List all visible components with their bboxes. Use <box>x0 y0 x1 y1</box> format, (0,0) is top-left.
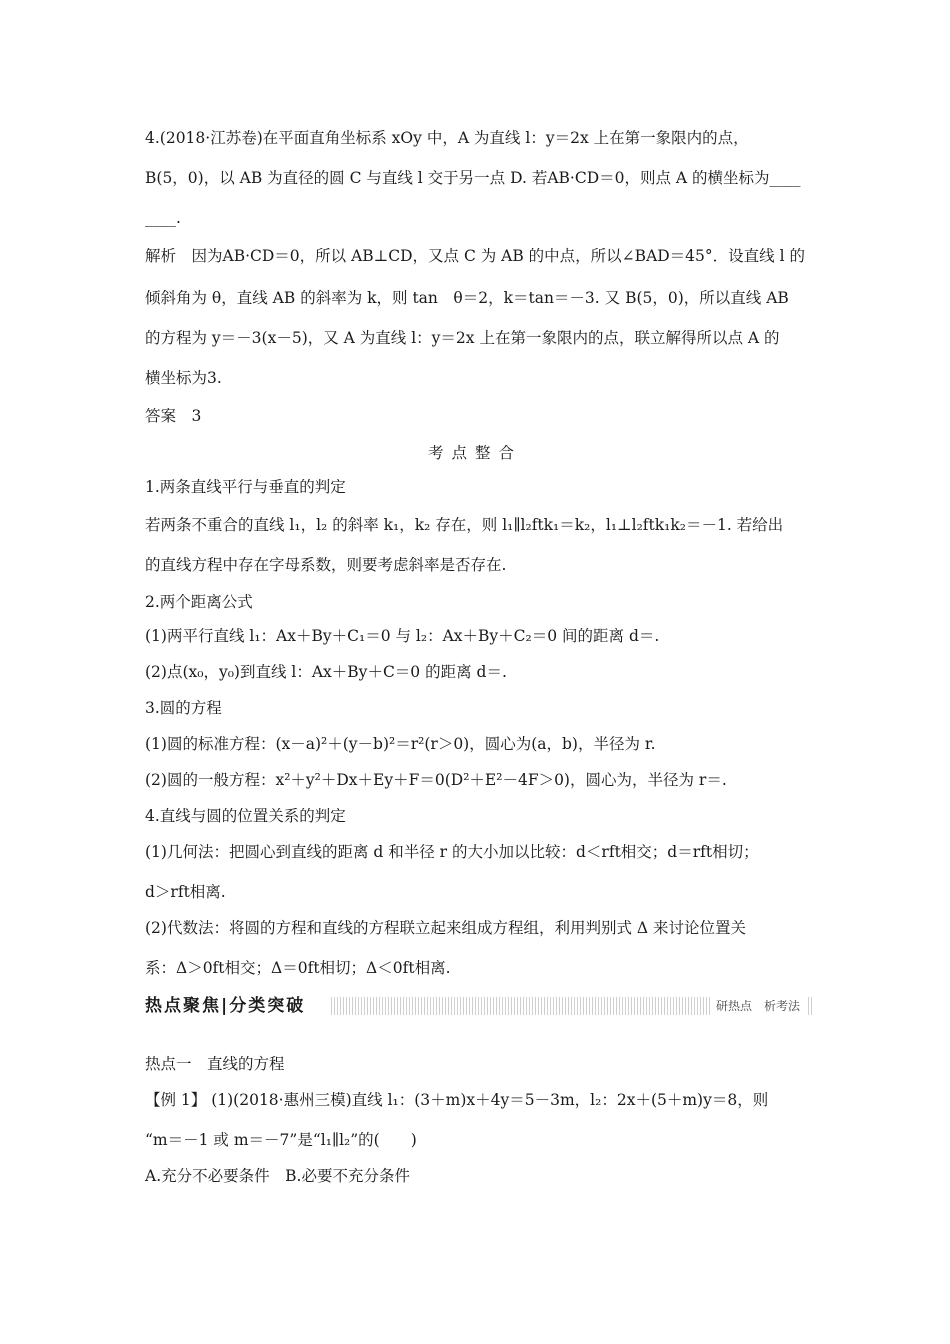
point-2-line-1: (1)两平行直线 l₁：Ax＋By＋C₁＝0 与 l₂：Ax＋By＋C₂＝0 间的距离 d＝. <box>145 627 660 645</box>
point-3-line-1: (1)圆的标准方程：(x－a)²＋(y－b)²＝r²(r＞0)，圆心为(a，b)，半径为 r. <box>145 735 656 753</box>
problem-line-1: 4.(2018·江苏卷)在平面直角坐标系 xOy 中，A 为直线 l：y＝2x 上在第一象限内的点， <box>145 129 749 147</box>
point-4-line-2: d＞rft相离. <box>145 883 226 901</box>
answer: 答案 3 <box>145 407 202 425</box>
example-line-2: “m＝－1 或 m＝－7”是“l₁∥l₂”的( ) <box>145 1131 417 1149</box>
point-4-line-1: (1)几何法：把圆心到直线的距离 d 和半径 r 的大小加以比较：d＜rft相交；d＝rft相切； <box>145 843 759 861</box>
problem-line-2: B(5，0)，以 AB 为直径的圆 C 与直线 l 交于另一点 D. 若AB·CD＝0，则点 A 的横坐标为____ <box>145 169 801 187</box>
solution-line-2: 倾斜角为 θ，直线 AB 的斜率为 k，则 tan θ＝2，k＝tan＝－3. 又 B(5，0)，所以直线 AB <box>145 289 789 307</box>
point-2-line-2: (2)点(x₀，y₀)到直线 l：Ax＋By＋C＝0 的距离 d＝. <box>145 663 507 681</box>
hotspot-title: 热点一 直线的方程 <box>145 1055 285 1073</box>
point-2-title: 2.两个距离公式 <box>145 593 253 611</box>
section-title: 考点整合 <box>427 444 522 462</box>
example-line-1: 【例 1】 (1)(2018·惠州三模)直线 l₁：(3＋m)x＋4y＝5－3m，l₂：2x＋(5＋m)y＝8，则 <box>145 1091 769 1109</box>
banner-tag: 研热点 析考法 <box>710 997 806 1015</box>
point-1-title: 1.两条直线平行与垂直的判定 <box>145 478 346 496</box>
solution-line-4: 横坐标为3. <box>145 369 222 387</box>
example-options: A.充分不必要条件 B.必要不充分条件 <box>145 1167 410 1185</box>
point-3-title: 3.圆的方程 <box>145 699 222 717</box>
point-1-line-1: 若两条不重合的直线 l₁，l₂ 的斜率 k₁，k₂ 存在，则 l₁∥l₂ftk₁＝k₂，l₁⊥l₂ftk₁k₂＝－1. 若给出 <box>145 516 784 534</box>
solution-line-1: 解析 因为AB·CD＝0，所以 AB⊥CD，又点 C 为 AB 的中点，所以∠BAD＝45°．设直线 l 的 <box>145 247 805 265</box>
banner-title: 热点聚焦|分类突破 <box>145 994 311 1018</box>
point-4-title: 4.直线与圆的位置关系的判定 <box>145 807 346 825</box>
point-4-line-3: (2)代数法：将圆的方程和直线的方程联立起来组成方程组，利用判别式 Δ 来讨论位置关 <box>145 919 747 937</box>
point-3-line-2: (2)圆的一般方程：x²＋y²＋Dx＋Ey＋F＝0(D²＋E²－4F＞0)，圆心为，半径为 r＝. <box>145 771 727 789</box>
point-4-line-4: 系：Δ＞0ft相交；Δ＝0ft相切；Δ＜0ft相离. <box>145 959 451 977</box>
solution-line-3: 的方程为 y＝－3(x－5)，又 A 为直线 l：y＝2x 上在第一象限内的点，联立解得所以点 A 的 <box>145 329 780 347</box>
point-1-line-2: 的直线方程中存在字母系数，则要考虑斜率是否存在. <box>145 556 507 574</box>
section-banner <box>145 994 812 1018</box>
problem-line-3: ____. <box>145 209 181 227</box>
